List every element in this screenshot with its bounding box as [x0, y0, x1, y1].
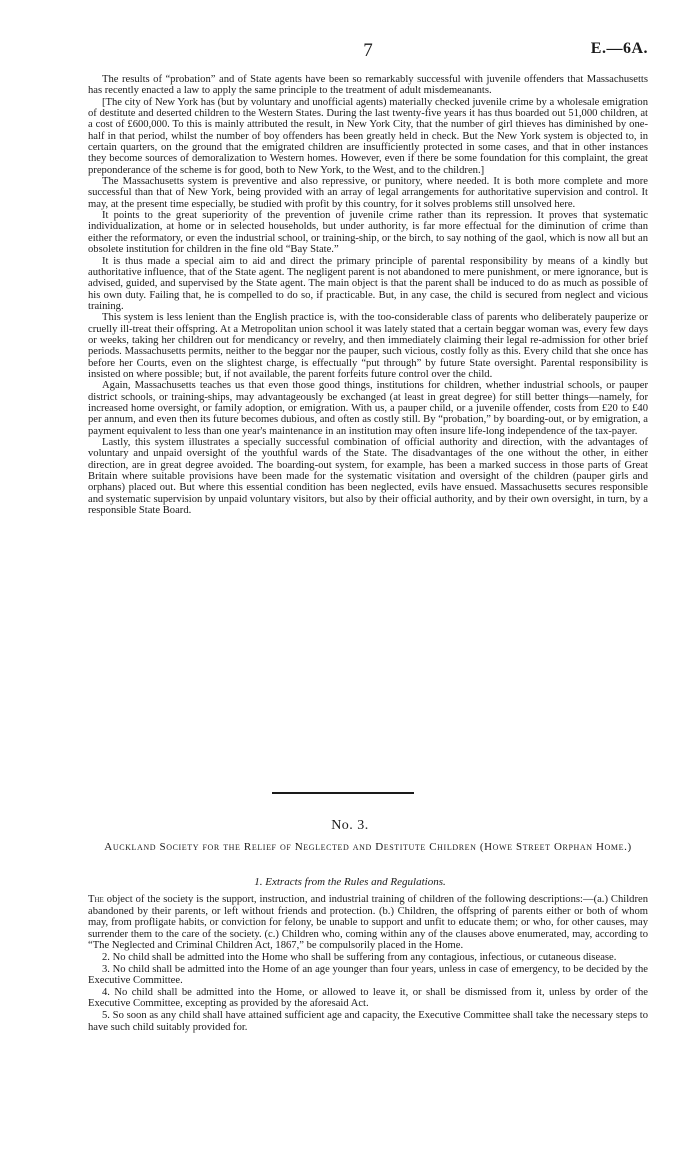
- page-header: [88, 40, 648, 62]
- paragraph-parental-responsibility: It is thus made a special aim to aid and direct the primary principle of parental responsibility by means of a kindly but authoritative influence, that of the State agent. The negligent parent is not abandoned to mere punishment, or mere ignorance, but is advised, guided, and supervised by the State agent. The main object is that the parent shall be induced to do as much as possible of his own duty. Failing that, he is compelled to do so, if practicable. But, in any case, the child is secured from neglect and vicious training.: [88, 255, 648, 312]
- rules-text: [88, 894, 648, 1033]
- body-text: [88, 74, 648, 516]
- section-divider: [272, 792, 414, 794]
- section-number: No. 3.: [331, 818, 369, 833]
- section-title: Auckland Society for the Relief of Neglected and Destitute Children (Howe Street Orphan Home.): [104, 841, 632, 853]
- paragraph-english-practice: This system is less lenient than the English practice is, with the too-considerable class of parents who deliberately pauperize or cruelly ill-treat their offspring. At a Metropolitan union school it was lately stated that a certain beggar woman was, every few days or weeks, taking her children out for mendicancy or revelry, and then immediately claiming their legal re-admission for other brief periods. Massachusetts permits, neither to the beggar nor the pauper, such vicious, costly folly as this. Every child that she once has before her Courts, even on the slightest charge, is effectually “put through” by future State oversight. Parental responsibility is insisted on where possible; but, if not available, the parent forfeits future control over the child.: [88, 312, 648, 380]
- rule-5: 5. So soon as any child shall have attained sufficient age and capacity, the Executive Committee shall take the necessary steps to have such child suitably provided for.: [88, 1009, 648, 1033]
- rule-2: 2. No child shall be admitted into the Home who shall be suffering from any contagious, infectious, or cutaneous disease.: [102, 951, 617, 963]
- paragraph-institutions: Again, Massachusetts teaches us that even those good things, institutions for children, whether industrial schools, or pauper district schools, or training-ships, may advantageously be exchanged (at least in great degree) for still better things—namely, for increased home oversight, or family adoption, or emigration. With us, a pauper child, or a juvenile offender, costs from £20 to £40 per annum, and even then its future becomes dubious, and often as costly still. By “probation,” by boarding-out, or by emigration, a payment equivalent to less than one year's maintenance in an institution may often insure life-long independence of the tax-payer.: [88, 380, 648, 437]
- rule-1: [88, 894, 648, 952]
- paragraph-probation: The results of “probation” and of State agents have been so remarkably successful with juvenile offenders that Massachusetts has recently enacted a law to apply the same principle to the treatment of adult misdemeanants.: [88, 74, 648, 97]
- rule-4: 4. No child shall be admitted into the Home, or allowed to leave it, or shall be dismissed from it, unless by order of the Executive Committee, excepting as provided by the aforesaid Act.: [88, 986, 648, 1010]
- rule-1-lead: The: [88, 894, 104, 905]
- paragraph-massachusetts-system: The Massachusetts system is preventive and also repressive, or punitory, where needed. It is both more complete and more successful than that of New York, being provided with an array of legal arrangements for authoritative supervision and control. It may, at the present time especially, be studied with profit by this country, for it solves problems still unsolved here.: [88, 176, 648, 210]
- section-subheading: 1. Extracts from the Rules and Regulations.: [254, 876, 446, 888]
- rule-3: 3. No child shall be admitted into the Home of an age younger than four years, unless in case of emergency, to be decided by the Executive Committee.: [88, 963, 648, 987]
- rule-1-text: object of the society is the support, instruction, and industrial training of children of the following descriptions:—(a.) Children abandoned by their parents, or left without friends and protection. (b.) Children, the offspring of parents either or both of whom may, from profligate habits, or conviction for felony, be unable to support and unfit to educate them; or who, for other causes, may surrender them to the care of the society. (c.) Children who, coming within any of the clauses above enumerated, may, according to “The Neglected and Criminal Children Act, 1867,” be compulsorily placed in the Home.: [88, 894, 648, 952]
- document-reference: E.—6A.: [590, 40, 648, 57]
- paragraph-combination: Lastly, this system illustrates a specially successful combination of official authority and direction, with the advantages of voluntary and unpaid oversight of the youthful wards of the State. The disadvantages of the one without the other, in either direction, are in great degree avoided. The boarding-out system, for example, has been a marked success in those parts of Great Britain where suitable provisions have been made for the systematic visitation and oversight of the children (pauper girls and orphans) placed out. But where this essential condition has been neglected, evils have ensued. Massachusetts secures responsible and systematic supervision by unpaid voluntary visitors, but also by their official authority, and by their own oversight, in turn, by a responsible State Board.: [88, 437, 648, 517]
- paragraph-new-york: [The city of New York has (but by voluntary and unofficial agents) materially checked juvenile crime by a wholesale emigration of destitute and deserted children to the Western States. During the last twenty-five years it has thus boarded out 51,000 children, at a cost of £600,000. To this is mainly attributed the result, in New York City, that the number of girl thieves has diminished by one-half in that period, whilst the number of boy offenders has been greatly held in check. But the New York system is objected to, in certain quarters, on the ground that the emigrated children are insufficiently protected in some cases, and that in other instances they become sources of demoralization to Western homes. However, even if there be some foundation for this complaint, the great preponderance of the scheme is for good, both to New York, to the West, and to the children.]: [88, 96, 648, 176]
- paragraph-prevention: It points to the great superiority of the prevention of juvenile crime rather than its repression. It proves that systematic individualization, at home or in selected households, but under authority, is far more effectual for the diminution of crime than either the reformatory, or even the industrial school, or training-ship, or the birch, to say nothing of the gaol, which is now all but an obsolete institution for children in the fine old “Bay State.”: [88, 210, 648, 256]
- page-number: 7: [363, 40, 373, 61]
